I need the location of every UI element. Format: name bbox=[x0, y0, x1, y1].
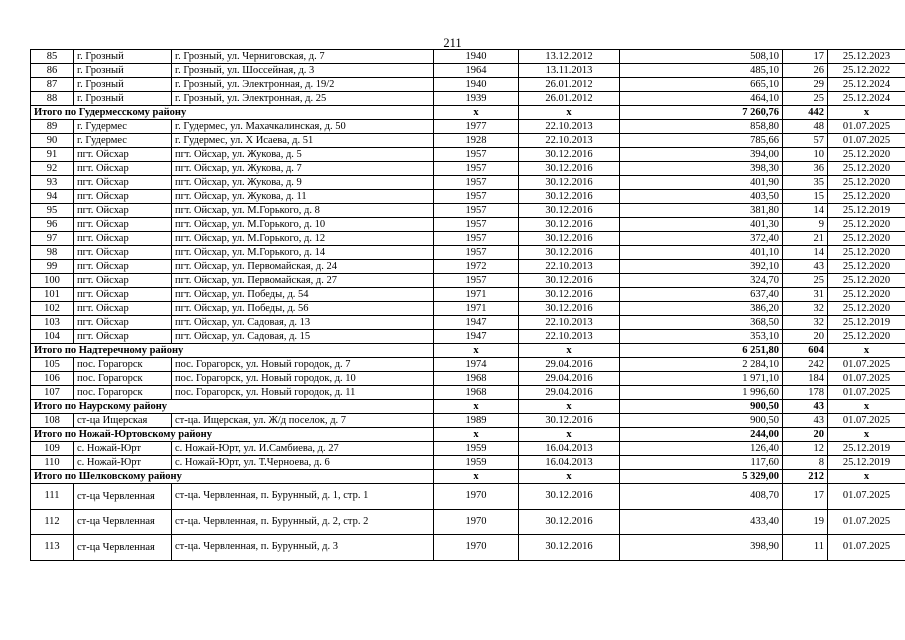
address-cell: с. Ножай-Юрт, ул. И.Самбиева, д. 27 bbox=[172, 442, 434, 456]
table-row bbox=[31, 204, 905, 218]
settlement-cell: пгт. Ойсхар bbox=[74, 246, 172, 260]
area-cell: 398,30 bbox=[620, 162, 783, 176]
row-number-cell: 100 bbox=[31, 274, 74, 288]
area-cell: 353,10 bbox=[620, 330, 783, 344]
table-body bbox=[31, 50, 905, 561]
row-number-cell: 102 bbox=[31, 302, 74, 316]
table-row bbox=[31, 120, 905, 134]
due-date-cell: 01.07.2025 bbox=[828, 372, 905, 386]
area-cell: 464,10 bbox=[620, 92, 783, 106]
row-number-cell: 93 bbox=[31, 176, 74, 190]
settlement-cell: ст-ца Червленная bbox=[74, 509, 172, 535]
area-cell: 1 971,10 bbox=[620, 372, 783, 386]
total-due-cell: х bbox=[828, 428, 905, 442]
table-row bbox=[31, 148, 905, 162]
area-cell: 401,90 bbox=[620, 176, 783, 190]
address-cell: с. Ножай-Юрт, ул. Т.Черноева, д. 6 bbox=[172, 456, 434, 470]
table-row bbox=[31, 288, 905, 302]
qty-cell: 36 bbox=[783, 162, 828, 176]
qty-cell: 12 bbox=[783, 442, 828, 456]
due-date-cell: 25.12.2022 bbox=[828, 64, 905, 78]
total-year-cell: х bbox=[434, 106, 519, 120]
settlement-cell: ст-ца Червленная bbox=[74, 535, 172, 561]
settlement-cell: пгт. Ойсхар bbox=[74, 316, 172, 330]
area-cell: 408,70 bbox=[620, 484, 783, 510]
settlement-cell: пгт. Ойсхар bbox=[74, 148, 172, 162]
table-row bbox=[31, 330, 905, 344]
area-cell: 485,10 bbox=[620, 64, 783, 78]
due-date-cell: 25.12.2019 bbox=[828, 442, 905, 456]
address-cell: пгт. Ойсхар, ул. М.Горького, д. 14 bbox=[172, 246, 434, 260]
address-cell: пгт. Ойсхар, ул. М.Горького, д. 12 bbox=[172, 232, 434, 246]
area-cell: 372,40 bbox=[620, 232, 783, 246]
table-row bbox=[31, 414, 905, 428]
row-number-cell: 107 bbox=[31, 386, 74, 400]
address-cell: г. Гудермес, ул. Х Исаева, д. 51 bbox=[172, 134, 434, 148]
row-number-cell: 89 bbox=[31, 120, 74, 134]
row-number-cell: 104 bbox=[31, 330, 74, 344]
qty-cell: 14 bbox=[783, 204, 828, 218]
table-row bbox=[31, 509, 905, 535]
date-cell: 30.12.2016 bbox=[519, 190, 620, 204]
year-cell: 1947 bbox=[434, 316, 519, 330]
settlement-cell: пгт. Ойсхар bbox=[74, 204, 172, 218]
row-number-cell: 105 bbox=[31, 358, 74, 372]
address-cell: пгт. Ойсхар, ул. Победы, д. 56 bbox=[172, 302, 434, 316]
settlement-cell: пгт. Ойсхар bbox=[74, 302, 172, 316]
row-number-cell: 99 bbox=[31, 260, 74, 274]
date-cell: 29.04.2016 bbox=[519, 372, 620, 386]
district-total-label: Итого по Надтеречному району bbox=[31, 344, 434, 358]
due-date-cell: 25.12.2020 bbox=[828, 190, 905, 204]
year-cell: 1957 bbox=[434, 148, 519, 162]
area-cell: 508,10 bbox=[620, 50, 783, 64]
address-cell: пгт. Ойсхар, ул. Первомайская, д. 27 bbox=[172, 274, 434, 288]
due-date-cell: 25.12.2024 bbox=[828, 78, 905, 92]
qty-cell: 10 bbox=[783, 148, 828, 162]
qty-cell: 17 bbox=[783, 484, 828, 510]
area-cell: 368,50 bbox=[620, 316, 783, 330]
address-cell: пгт. Ойсхар, ул. М.Горького, д. 8 bbox=[172, 204, 434, 218]
settlement-cell: пгт. Ойсхар bbox=[74, 190, 172, 204]
area-cell: 665,10 bbox=[620, 78, 783, 92]
row-number-cell: 92 bbox=[31, 162, 74, 176]
total-qty-cell: 442 bbox=[783, 106, 828, 120]
table-row bbox=[31, 316, 905, 330]
area-cell: 324,70 bbox=[620, 274, 783, 288]
qty-cell: 25 bbox=[783, 274, 828, 288]
area-cell: 401,10 bbox=[620, 246, 783, 260]
due-date-cell: 25.12.2020 bbox=[828, 148, 905, 162]
due-date-cell: 25.12.2019 bbox=[828, 204, 905, 218]
row-number-cell: 106 bbox=[31, 372, 74, 386]
qty-cell: 48 bbox=[783, 120, 828, 134]
total-area-cell: 900,50 bbox=[620, 400, 783, 414]
due-date-cell: 25.12.2020 bbox=[828, 246, 905, 260]
due-date-cell: 25.12.2020 bbox=[828, 162, 905, 176]
qty-cell: 8 bbox=[783, 456, 828, 470]
due-date-cell: 25.12.2020 bbox=[828, 176, 905, 190]
total-area-cell: 5 329,00 bbox=[620, 470, 783, 484]
total-due-cell: х bbox=[828, 400, 905, 414]
due-date-cell: 25.12.2024 bbox=[828, 92, 905, 106]
year-cell: 1957 bbox=[434, 204, 519, 218]
row-number-cell: 98 bbox=[31, 246, 74, 260]
housing-register-table bbox=[30, 49, 905, 561]
area-cell: 392,10 bbox=[620, 260, 783, 274]
area-cell: 637,40 bbox=[620, 288, 783, 302]
district-total-label: Итого по Шелковскому району bbox=[31, 470, 434, 484]
table-row bbox=[31, 386, 905, 400]
date-cell: 30.12.2016 bbox=[519, 162, 620, 176]
date-cell: 16.04.2013 bbox=[519, 456, 620, 470]
year-cell: 1974 bbox=[434, 358, 519, 372]
year-cell: 1970 bbox=[434, 535, 519, 561]
row-number-cell: 86 bbox=[31, 64, 74, 78]
year-cell: 1957 bbox=[434, 232, 519, 246]
settlement-cell: пгт. Ойсхар bbox=[74, 232, 172, 246]
settlement-cell: г. Грозный bbox=[74, 50, 172, 64]
total-area-cell: 244,00 bbox=[620, 428, 783, 442]
date-cell: 13.11.2013 bbox=[519, 64, 620, 78]
settlement-cell: пос. Горагорск bbox=[74, 358, 172, 372]
address-cell: пгт. Ойсхар, ул. Жукова, д. 11 bbox=[172, 190, 434, 204]
row-number-cell: 111 bbox=[31, 484, 74, 510]
settlement-cell: с. Ножай-Юрт bbox=[74, 456, 172, 470]
total-due-cell: х bbox=[828, 344, 905, 358]
total-date-cell: х bbox=[519, 400, 620, 414]
total-year-cell: х bbox=[434, 344, 519, 358]
year-cell: 1928 bbox=[434, 134, 519, 148]
date-cell: 26.01.2012 bbox=[519, 78, 620, 92]
total-date-cell: х bbox=[519, 470, 620, 484]
qty-cell: 17 bbox=[783, 50, 828, 64]
area-cell: 858,80 bbox=[620, 120, 783, 134]
address-cell: пгт. Ойсхар, ул. Жукова, д. 5 bbox=[172, 148, 434, 162]
area-cell: 401,30 bbox=[620, 218, 783, 232]
table-row bbox=[31, 78, 905, 92]
settlement-cell: пос. Горагорск bbox=[74, 386, 172, 400]
year-cell: 1977 bbox=[434, 120, 519, 134]
address-cell: пгт. Ойсхар, ул. Садовая, д. 15 bbox=[172, 330, 434, 344]
qty-cell: 26 bbox=[783, 64, 828, 78]
qty-cell: 184 bbox=[783, 372, 828, 386]
due-date-cell: 01.07.2025 bbox=[828, 134, 905, 148]
date-cell: 30.12.2016 bbox=[519, 484, 620, 510]
year-cell: 1947 bbox=[434, 330, 519, 344]
table-row bbox=[31, 456, 905, 470]
date-cell: 22.10.2013 bbox=[519, 330, 620, 344]
settlement-cell: г. Гудермес bbox=[74, 120, 172, 134]
settlement-cell: пгт. Ойсхар bbox=[74, 260, 172, 274]
due-date-cell: 01.07.2025 bbox=[828, 484, 905, 510]
address-cell: пос. Горагорск, ул. Новый городок, д. 7 bbox=[172, 358, 434, 372]
due-date-cell: 25.12.2020 bbox=[828, 288, 905, 302]
date-cell: 30.12.2016 bbox=[519, 414, 620, 428]
address-cell: г. Гудермес, ул. Махачкалинская, д. 50 bbox=[172, 120, 434, 134]
date-cell: 30.12.2016 bbox=[519, 148, 620, 162]
table-row bbox=[31, 260, 905, 274]
year-cell: 1959 bbox=[434, 442, 519, 456]
address-cell: пгт. Ойсхар, ул. Садовая, д. 13 bbox=[172, 316, 434, 330]
table-row bbox=[31, 162, 905, 176]
due-date-cell: 25.12.2019 bbox=[828, 456, 905, 470]
address-cell: пгт. Ойсхар, ул. Первомайская, д. 24 bbox=[172, 260, 434, 274]
qty-cell: 19 bbox=[783, 509, 828, 535]
year-cell: 1939 bbox=[434, 92, 519, 106]
area-cell: 394,00 bbox=[620, 148, 783, 162]
row-number-cell: 88 bbox=[31, 92, 74, 106]
row-number-cell: 109 bbox=[31, 442, 74, 456]
due-date-cell: 01.07.2025 bbox=[828, 120, 905, 134]
year-cell: 1970 bbox=[434, 509, 519, 535]
year-cell: 1940 bbox=[434, 50, 519, 64]
settlement-cell: пгт. Ойсхар bbox=[74, 218, 172, 232]
date-cell: 16.04.2013 bbox=[519, 442, 620, 456]
date-cell: 30.12.2016 bbox=[519, 535, 620, 561]
table-row bbox=[31, 134, 905, 148]
district-total-row bbox=[31, 428, 905, 442]
area-cell: 1 996,60 bbox=[620, 386, 783, 400]
settlement-cell: пос. Горагорск bbox=[74, 372, 172, 386]
date-cell: 13.12.2012 bbox=[519, 50, 620, 64]
year-cell: 1968 bbox=[434, 386, 519, 400]
year-cell: 1957 bbox=[434, 162, 519, 176]
district-total-label: Итого по Наурскому району bbox=[31, 400, 434, 414]
date-cell: 30.12.2016 bbox=[519, 218, 620, 232]
row-number-cell: 112 bbox=[31, 509, 74, 535]
table-row bbox=[31, 535, 905, 561]
due-date-cell: 25.12.2020 bbox=[828, 302, 905, 316]
settlement-cell: пгт. Ойсхар bbox=[74, 176, 172, 190]
area-cell: 900,50 bbox=[620, 414, 783, 428]
due-date-cell: 25.12.2023 bbox=[828, 50, 905, 64]
row-number-cell: 110 bbox=[31, 456, 74, 470]
table-row bbox=[31, 64, 905, 78]
year-cell: 1964 bbox=[434, 64, 519, 78]
total-qty-cell: 604 bbox=[783, 344, 828, 358]
due-date-cell: 25.12.2020 bbox=[828, 218, 905, 232]
due-date-cell: 01.07.2025 bbox=[828, 358, 905, 372]
row-number-cell: 90 bbox=[31, 134, 74, 148]
row-number-cell: 113 bbox=[31, 535, 74, 561]
qty-cell: 25 bbox=[783, 92, 828, 106]
table-row bbox=[31, 176, 905, 190]
year-cell: 1972 bbox=[434, 260, 519, 274]
area-cell: 381,80 bbox=[620, 204, 783, 218]
total-date-cell: х bbox=[519, 106, 620, 120]
total-date-cell: х bbox=[519, 344, 620, 358]
table-row bbox=[31, 358, 905, 372]
settlement-cell: ст-ца Ищерская bbox=[74, 414, 172, 428]
qty-cell: 43 bbox=[783, 414, 828, 428]
due-date-cell: 01.07.2025 bbox=[828, 509, 905, 535]
settlement-cell: г. Грозный bbox=[74, 92, 172, 106]
row-number-cell: 85 bbox=[31, 50, 74, 64]
date-cell: 30.12.2016 bbox=[519, 274, 620, 288]
row-number-cell: 94 bbox=[31, 190, 74, 204]
settlement-cell: пгт. Ойсхар bbox=[74, 288, 172, 302]
district-total-row bbox=[31, 470, 905, 484]
total-year-cell: х bbox=[434, 400, 519, 414]
table-row bbox=[31, 50, 905, 64]
settlement-cell: пгт. Ойсхар bbox=[74, 330, 172, 344]
address-cell: ст-ца. Червленная, п. Бурунный, д. 3 bbox=[172, 535, 434, 561]
year-cell: 1968 bbox=[434, 372, 519, 386]
total-due-cell: х bbox=[828, 470, 905, 484]
settlement-cell: г. Грозный bbox=[74, 64, 172, 78]
year-cell: 1957 bbox=[434, 274, 519, 288]
qty-cell: 14 bbox=[783, 246, 828, 260]
table-row bbox=[31, 302, 905, 316]
address-cell: г. Грозный, ул. Шоссейная, д. 3 bbox=[172, 64, 434, 78]
area-cell: 2 284,10 bbox=[620, 358, 783, 372]
district-total-row bbox=[31, 400, 905, 414]
due-date-cell: 01.07.2025 bbox=[828, 386, 905, 400]
area-cell: 403,50 bbox=[620, 190, 783, 204]
address-cell: пос. Горагорск, ул. Новый городок, д. 10 bbox=[172, 372, 434, 386]
qty-cell: 178 bbox=[783, 386, 828, 400]
date-cell: 30.12.2016 bbox=[519, 204, 620, 218]
due-date-cell: 25.12.2020 bbox=[828, 260, 905, 274]
total-due-cell: х bbox=[828, 106, 905, 120]
qty-cell: 35 bbox=[783, 176, 828, 190]
address-cell: пгт. Ойсхар, ул. М.Горького, д. 10 bbox=[172, 218, 434, 232]
date-cell: 30.12.2016 bbox=[519, 246, 620, 260]
qty-cell: 242 bbox=[783, 358, 828, 372]
address-cell: г. Грозный, ул. Электронная, д. 19/2 bbox=[172, 78, 434, 92]
qty-cell: 29 bbox=[783, 78, 828, 92]
date-cell: 30.12.2016 bbox=[519, 509, 620, 535]
district-total-row bbox=[31, 344, 905, 358]
qty-cell: 57 bbox=[783, 134, 828, 148]
row-number-cell: 95 bbox=[31, 204, 74, 218]
date-cell: 30.12.2016 bbox=[519, 176, 620, 190]
due-date-cell: 01.07.2025 bbox=[828, 414, 905, 428]
total-qty-cell: 20 bbox=[783, 428, 828, 442]
settlement-cell: ст-ца Червленная bbox=[74, 484, 172, 510]
table-row bbox=[31, 372, 905, 386]
total-year-cell: х bbox=[434, 470, 519, 484]
due-date-cell: 25.12.2020 bbox=[828, 232, 905, 246]
address-cell: пгт. Ойсхар, ул. Жукова, д. 7 bbox=[172, 162, 434, 176]
table-row bbox=[31, 232, 905, 246]
row-number-cell: 108 bbox=[31, 414, 74, 428]
area-cell: 398,90 bbox=[620, 535, 783, 561]
due-date-cell: 25.12.2020 bbox=[828, 330, 905, 344]
date-cell: 22.10.2013 bbox=[519, 120, 620, 134]
area-cell: 386,20 bbox=[620, 302, 783, 316]
area-cell: 433,40 bbox=[620, 509, 783, 535]
year-cell: 1971 bbox=[434, 288, 519, 302]
table-row bbox=[31, 246, 905, 260]
address-cell: пгт. Ойсхар, ул. Победы, д. 54 bbox=[172, 288, 434, 302]
table-row bbox=[31, 218, 905, 232]
date-cell: 26.01.2012 bbox=[519, 92, 620, 106]
date-cell: 30.12.2016 bbox=[519, 288, 620, 302]
row-number-cell: 101 bbox=[31, 288, 74, 302]
year-cell: 1957 bbox=[434, 246, 519, 260]
row-number-cell: 87 bbox=[31, 78, 74, 92]
year-cell: 1957 bbox=[434, 218, 519, 232]
settlement-cell: г. Гудермес bbox=[74, 134, 172, 148]
total-area-cell: 6 251,80 bbox=[620, 344, 783, 358]
row-number-cell: 91 bbox=[31, 148, 74, 162]
address-cell: ст-ца. Червленная, п. Бурунный, д. 1, стр. 1 bbox=[172, 484, 434, 510]
qty-cell: 20 bbox=[783, 330, 828, 344]
year-cell: 1959 bbox=[434, 456, 519, 470]
row-number-cell: 96 bbox=[31, 218, 74, 232]
row-number-cell: 103 bbox=[31, 316, 74, 330]
year-cell: 1989 bbox=[434, 414, 519, 428]
district-total-label: Итого по Гудермесскому району bbox=[31, 106, 434, 120]
page-number: 211 bbox=[443, 36, 462, 50]
settlement-cell: пгт. Ойсхар bbox=[74, 162, 172, 176]
area-cell: 126,40 bbox=[620, 442, 783, 456]
qty-cell: 9 bbox=[783, 218, 828, 232]
date-cell: 30.12.2016 bbox=[519, 232, 620, 246]
total-date-cell: х bbox=[519, 428, 620, 442]
address-cell: пгт. Ойсхар, ул. Жукова, д. 9 bbox=[172, 176, 434, 190]
qty-cell: 43 bbox=[783, 260, 828, 274]
address-cell: г. Грозный, ул. Электронная, д. 25 bbox=[172, 92, 434, 106]
district-total-row bbox=[31, 106, 905, 120]
year-cell: 1957 bbox=[434, 176, 519, 190]
date-cell: 29.04.2016 bbox=[519, 358, 620, 372]
settlement-cell: с. Ножай-Юрт bbox=[74, 442, 172, 456]
table-row bbox=[31, 92, 905, 106]
qty-cell: 32 bbox=[783, 302, 828, 316]
total-qty-cell: 43 bbox=[783, 400, 828, 414]
date-cell: 29.04.2016 bbox=[519, 386, 620, 400]
table-row bbox=[31, 442, 905, 456]
year-cell: 1957 bbox=[434, 190, 519, 204]
year-cell: 1970 bbox=[434, 484, 519, 510]
date-cell: 22.10.2013 bbox=[519, 316, 620, 330]
area-cell: 785,66 bbox=[620, 134, 783, 148]
qty-cell: 21 bbox=[783, 232, 828, 246]
qty-cell: 32 bbox=[783, 316, 828, 330]
address-cell: ст-ца. Червленная, п. Бурунный, д. 2, стр. 2 bbox=[172, 509, 434, 535]
date-cell: 30.12.2016 bbox=[519, 302, 620, 316]
year-cell: 1971 bbox=[434, 302, 519, 316]
qty-cell: 15 bbox=[783, 190, 828, 204]
settlement-cell: г. Грозный bbox=[74, 78, 172, 92]
table-row bbox=[31, 484, 905, 510]
address-cell: г. Грозный, ул. Черниговская, д. 7 bbox=[172, 50, 434, 64]
total-qty-cell: 212 bbox=[783, 470, 828, 484]
address-cell: ст-ца. Ищерская, ул. Ж/д поселок, д. 7 bbox=[172, 414, 434, 428]
table-row bbox=[31, 274, 905, 288]
due-date-cell: 25.12.2020 bbox=[828, 274, 905, 288]
due-date-cell: 01.07.2025 bbox=[828, 535, 905, 561]
total-area-cell: 7 260,76 bbox=[620, 106, 783, 120]
due-date-cell: 25.12.2019 bbox=[828, 316, 905, 330]
row-number-cell: 97 bbox=[31, 232, 74, 246]
settlement-cell: пгт. Ойсхар bbox=[74, 274, 172, 288]
total-year-cell: х bbox=[434, 428, 519, 442]
date-cell: 22.10.2013 bbox=[519, 134, 620, 148]
table-row bbox=[31, 190, 905, 204]
date-cell: 22.10.2013 bbox=[519, 260, 620, 274]
area-cell: 117,60 bbox=[620, 456, 783, 470]
qty-cell: 11 bbox=[783, 535, 828, 561]
qty-cell: 31 bbox=[783, 288, 828, 302]
district-total-label: Итого по Ножай-Юртовскому району bbox=[31, 428, 434, 442]
address-cell: пос. Горагорск, ул. Новый городок, д. 11 bbox=[172, 386, 434, 400]
year-cell: 1940 bbox=[434, 78, 519, 92]
